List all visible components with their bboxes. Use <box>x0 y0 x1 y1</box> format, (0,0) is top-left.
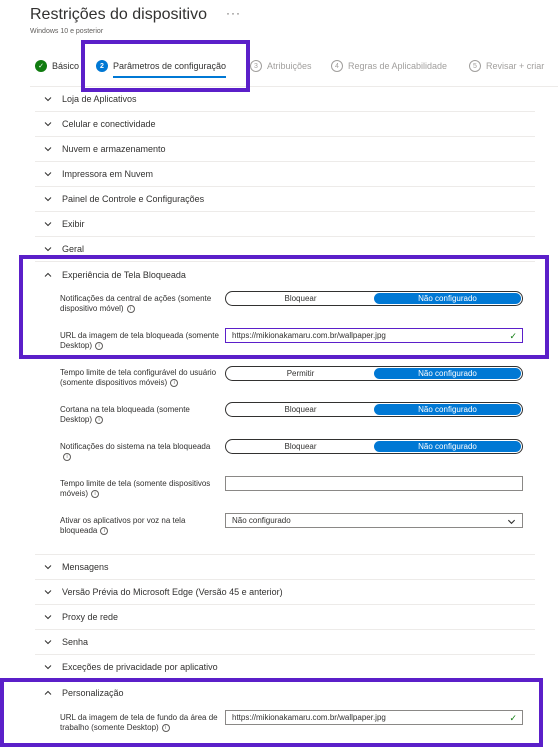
toggle-option-not-configured[interactable]: Não configurado <box>374 441 521 452</box>
active-step-underline <box>113 76 226 78</box>
label-text: Notificações do sistema na tela bloqueada <box>60 442 211 451</box>
section-network-proxy[interactable] <box>35 605 535 630</box>
chevron-down-icon <box>43 219 53 229</box>
chevron-down-icon <box>43 244 53 254</box>
setting-label-action-center <box>60 294 220 314</box>
section-personalization[interactable] <box>35 680 535 705</box>
section-label: Nuvem e armazenamento <box>62 144 166 154</box>
step-applicability-rules[interactable] <box>331 60 447 72</box>
info-icon[interactable]: i <box>63 453 71 461</box>
step-label: Revisar + criar <box>486 61 545 71</box>
chevron-down-icon <box>43 94 53 104</box>
step-label: Básico <box>52 61 80 71</box>
label-text: Ativar os aplicativos por voz na tela bloqueada <box>60 516 186 535</box>
step-assignments[interactable] <box>250 60 312 72</box>
section-label: Geral <box>62 244 85 254</box>
section-edge-preview[interactable] <box>35 580 535 605</box>
chevron-down-icon <box>43 144 53 154</box>
section-label: Impressora em Nuvem <box>62 169 154 179</box>
section-label: Proxy de rede <box>62 612 119 622</box>
section-cellular[interactable] <box>35 112 535 137</box>
section-label: Senha <box>62 637 89 647</box>
voice-apps-dropdown[interactable] <box>225 513 523 528</box>
section-label: Exibir <box>62 219 85 229</box>
chevron-down-icon <box>43 587 53 597</box>
label-text: URL da imagem de tela bloqueada (somente Desktop) <box>60 331 219 350</box>
checkmark-icon: ✓ <box>509 713 517 723</box>
setting-label-lock-image-url <box>60 331 220 351</box>
chevron-down-icon <box>43 169 53 179</box>
checkmark-icon: ✓ <box>35 60 47 72</box>
user-timeout-toggle <box>225 366 523 381</box>
toggle-option-block[interactable]: Bloquear <box>284 294 317 303</box>
label-text: URL da imagem de tela de fundo da área de trabalho (somente Desktop) <box>60 713 218 732</box>
section-label: Celular e conectividade <box>62 119 156 129</box>
step-number: 4 <box>331 60 343 72</box>
setting-label-screen-timeout <box>60 479 220 499</box>
toggle-option-block[interactable]: Bloquear <box>284 405 317 414</box>
chevron-down-icon <box>507 517 516 526</box>
input-value: https://mikionakamaru.com.br/wallpaper.jpg <box>232 331 386 340</box>
toggle-option-block[interactable]: Bloquear <box>284 442 317 451</box>
section-messaging[interactable] <box>35 555 535 580</box>
step-review-create[interactable] <box>469 60 544 72</box>
screen-timeout-input[interactable] <box>225 476 523 491</box>
page-header <box>30 6 207 24</box>
section-privacy-exceptions[interactable] <box>35 655 535 680</box>
section-label: Exceções de privacidade por aplicativo <box>62 662 218 672</box>
input-value: https://mikionakamaru.com.br/wallpaper.jpg <box>232 713 386 722</box>
info-icon[interactable]: i <box>95 342 103 350</box>
section-password[interactable] <box>35 630 535 655</box>
info-icon[interactable]: i <box>170 379 178 387</box>
info-icon[interactable]: i <box>91 490 99 498</box>
section-label: Painel de Controle e Configurações <box>62 194 205 204</box>
setting-label-desktop-url <box>60 713 220 733</box>
wizard-steps <box>0 56 558 80</box>
section-label: Experiência de Tela Bloqueada <box>62 269 186 280</box>
section-label: Mensagens <box>62 562 109 572</box>
step-basics[interactable] <box>35 60 79 72</box>
more-options-icon[interactable]: ··· <box>226 6 241 20</box>
info-icon[interactable]: i <box>95 416 103 424</box>
label-text: Notificações da central de ações (somente dispositivo móvel) <box>60 294 212 313</box>
step-number: 2 <box>96 60 108 72</box>
chevron-down-icon <box>43 612 53 622</box>
lock-image-url-input[interactable] <box>225 328 523 343</box>
checkmark-icon: ✓ <box>509 331 517 341</box>
chevron-down-icon <box>43 194 53 204</box>
chevron-down-icon <box>43 637 53 647</box>
label-text: Tempo limite de tela configurável do usuário (somente dispositivos móveis) <box>60 368 217 387</box>
info-icon[interactable]: i <box>127 305 135 313</box>
step-number: 3 <box>250 60 262 72</box>
chevron-down-icon <box>43 119 53 129</box>
section-app-store[interactable] <box>35 87 535 112</box>
step-label: Regras de Aplicabilidade <box>348 61 448 71</box>
section-label: Versão Prévia do Microsoft Edge (Versão 45 e anterior) <box>62 587 283 597</box>
toggle-option-not-configured[interactable]: Não configurado <box>374 404 521 415</box>
setting-label-voice-apps <box>60 516 220 536</box>
page-title: Restrições do dispositivo <box>30 6 207 23</box>
step-label: Parâmetros de configuração <box>113 61 227 71</box>
section-display[interactable] <box>35 212 535 237</box>
section-control-panel[interactable] <box>35 187 535 212</box>
toggle-option-allow[interactable]: Permitir <box>286 369 315 378</box>
setting-label-system-notifications <box>60 442 220 462</box>
chevron-up-icon <box>43 270 53 280</box>
step-number: 5 <box>469 60 481 72</box>
label-text: Cortana na tela bloqueada (somente Desktop) <box>60 405 190 424</box>
info-icon[interactable]: i <box>162 724 170 732</box>
chevron-down-icon <box>43 562 53 572</box>
section-label: Loja de Aplicativos <box>62 94 137 104</box>
toggle-option-not-configured[interactable]: Não configurado <box>374 293 521 304</box>
desktop-image-url-input[interactable] <box>225 710 523 725</box>
info-icon[interactable]: i <box>100 527 108 535</box>
section-lock-screen[interactable] <box>35 262 535 287</box>
chevron-down-icon <box>43 662 53 672</box>
section-label: Personalização <box>62 687 124 698</box>
chevron-up-icon <box>43 688 53 698</box>
section-general[interactable] <box>35 237 535 262</box>
page-subtitle: Windows 10 e posterior <box>30 28 104 35</box>
toggle-option-not-configured[interactable]: Não configurado <box>374 368 521 379</box>
step-configuration-settings[interactable] <box>96 60 226 72</box>
section-cloud-storage[interactable] <box>35 137 535 162</box>
label-text: Tempo limite de tela (somente dispositivos móveis) <box>60 479 211 498</box>
section-cloud-printer[interactable] <box>35 162 535 187</box>
action-center-toggle <box>225 291 523 306</box>
step-label: Atribuições <box>267 61 312 71</box>
setting-label-user-timeout <box>60 368 220 388</box>
setting-label-cortana <box>60 405 220 425</box>
system-notifications-toggle <box>225 439 523 454</box>
dropdown-value: Não configurado <box>232 516 291 525</box>
cortana-toggle <box>225 402 523 417</box>
